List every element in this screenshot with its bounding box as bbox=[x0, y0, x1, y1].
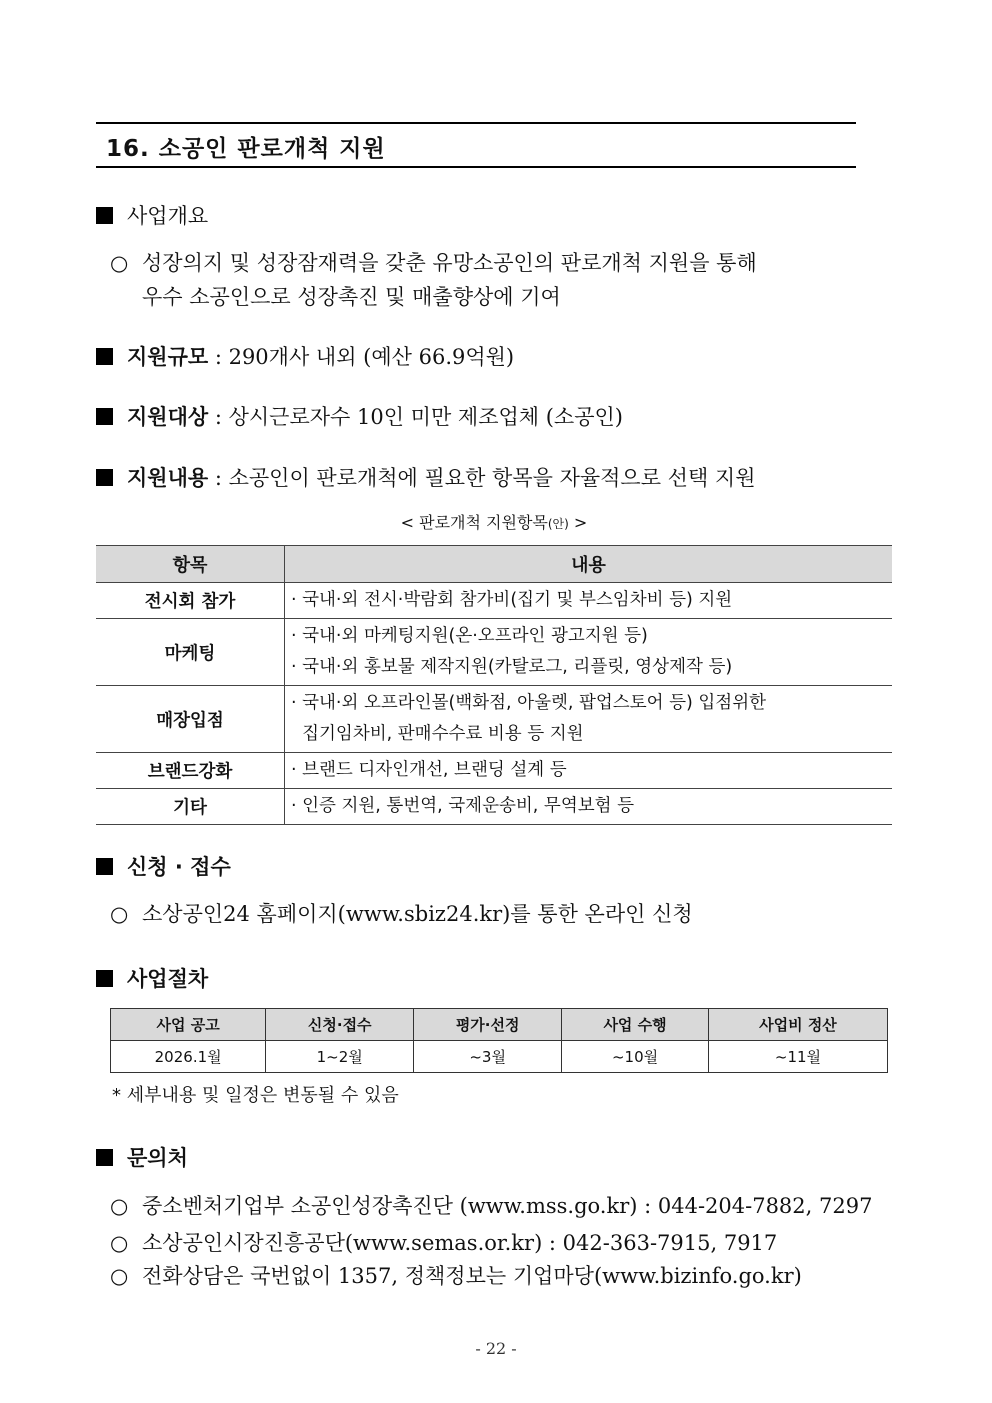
circle-bullet-icon: ○ bbox=[110, 1231, 129, 1255]
target-value: : 상시근로자수 10인 미만 제조업체 (소공인) bbox=[208, 405, 623, 429]
table-cell-item: 마케팅 bbox=[96, 619, 285, 686]
table-cell-content: · 국내·외 오프라인몰(백화점, 아울렛, 팝업스토어 등) 입점위한 집기임차비, 판매수수료 비용 등 지원 bbox=[285, 686, 893, 753]
table-row bbox=[96, 753, 892, 789]
scale-heading: 지원규모 bbox=[127, 345, 209, 369]
circle-bullet-icon: ○ bbox=[110, 902, 129, 926]
table-row bbox=[96, 789, 892, 825]
overview-heading: 사업개요 bbox=[96, 200, 208, 230]
table-cell-content: · 국내·외 전시·박람회 참가비(집기 및 부스임차비 등) 지원 bbox=[285, 583, 893, 619]
process-header: 사업 공고 bbox=[111, 1009, 266, 1041]
process-table bbox=[110, 1008, 888, 1073]
target-section bbox=[96, 401, 623, 431]
process-note: * 세부내용 및 일정은 변동될 수 있음 bbox=[112, 1085, 399, 1106]
content-value: : 소공인이 판로개척에 필요한 항목을 자율적으로 선택 지원 bbox=[208, 466, 756, 490]
apply-bullet: ○ 소상공인24 홈페이지(www.sbiz24.kr)를 통한 온라인 신청 bbox=[110, 902, 693, 926]
process-value: 1~2월 bbox=[266, 1041, 414, 1073]
table-caption: < 판로개척 지원항목(안) > bbox=[400, 513, 588, 532]
table-row bbox=[111, 1041, 888, 1073]
contact-line: ○ 소상공인시장진흥공단(www.semas.or.kr) : 042-363-7915, 7917 bbox=[110, 1231, 778, 1255]
table-header-row bbox=[111, 1009, 888, 1041]
overview-line-1: 성장의지 및 성장잠재력을 갖춘 유망소공인의 판로개척 지원을 통해 bbox=[142, 251, 757, 275]
square-bullet-icon bbox=[96, 858, 113, 875]
square-bullet-icon bbox=[96, 348, 113, 365]
process-header: 평가·선정 bbox=[414, 1009, 562, 1041]
table-cell-content: · 국내·외 마케팅지원(온·오프라인 광고지원 등) · 국내·외 홍보물 제작지원(카탈로그, 리플릿, 영상제작 등) bbox=[285, 619, 893, 686]
process-header: 신청·접수 bbox=[266, 1009, 414, 1041]
overview-line-2: 우수 소공인으로 성장촉진 및 매출향상에 기여 bbox=[142, 285, 561, 309]
process-value: ~3월 bbox=[414, 1041, 562, 1073]
section-title-box bbox=[96, 122, 856, 168]
contact-line: ○ 중소벤처기업부 소공인성장촉진단 (www.mss.go.kr) : 044-204-7882, 7297 bbox=[110, 1194, 873, 1218]
table-cell-item: 기타 bbox=[96, 789, 285, 825]
table-cell-item: 매장입점 bbox=[96, 686, 285, 753]
process-heading: 사업절차 bbox=[96, 963, 208, 993]
process-value: 2026.1월 bbox=[111, 1041, 266, 1073]
table-cell-content: · 브랜드 디자인개선, 브랜딩 설계 등 bbox=[285, 753, 893, 789]
content-section bbox=[96, 462, 756, 492]
target-heading: 지원대상 bbox=[127, 405, 209, 429]
contact-heading: 문의처 bbox=[96, 1142, 188, 1172]
section-title: 16. 소공인 판로개척 지원 bbox=[106, 136, 386, 162]
circle-bullet-icon: ○ bbox=[110, 251, 129, 275]
table-header-content: 내용 bbox=[285, 546, 893, 583]
square-bullet-icon bbox=[96, 207, 113, 224]
apply-heading: 신청 · 접수 bbox=[96, 851, 231, 881]
overview-bullet bbox=[110, 247, 757, 277]
table-cell-content: · 인증 지원, 통번역, 국제운송비, 무역보험 등 bbox=[285, 789, 893, 825]
square-bullet-icon bbox=[96, 970, 113, 987]
circle-bullet-icon: ○ bbox=[110, 1194, 129, 1218]
process-value: ~10월 bbox=[562, 1041, 709, 1073]
page-number: - 22 - bbox=[475, 1339, 517, 1358]
table-row bbox=[96, 619, 892, 686]
square-bullet-icon bbox=[96, 408, 113, 425]
table-header-item: 항목 bbox=[96, 546, 285, 583]
scale-value: : 290개사 내외 (예산 66.9억원) bbox=[208, 345, 515, 369]
content-heading: 지원내용 bbox=[127, 466, 209, 490]
table-row bbox=[96, 583, 892, 619]
process-header: 사업비 정산 bbox=[708, 1009, 887, 1041]
square-bullet-icon bbox=[96, 1149, 113, 1166]
table-row bbox=[96, 686, 892, 753]
table-cell-item: 전시회 참가 bbox=[96, 583, 285, 619]
scale-section bbox=[96, 341, 514, 371]
contact-line: ○ 전화상담은 국번없이 1357, 정책정보는 기업마당(www.bizinfo.go.kr) bbox=[110, 1264, 802, 1288]
circle-bullet-icon: ○ bbox=[110, 1264, 129, 1288]
support-items-table bbox=[96, 545, 892, 825]
process-value: ~11월 bbox=[708, 1041, 887, 1073]
table-cell-item: 브랜드강화 bbox=[96, 753, 285, 789]
process-header: 사업 수행 bbox=[562, 1009, 709, 1041]
square-bullet-icon bbox=[96, 469, 113, 486]
